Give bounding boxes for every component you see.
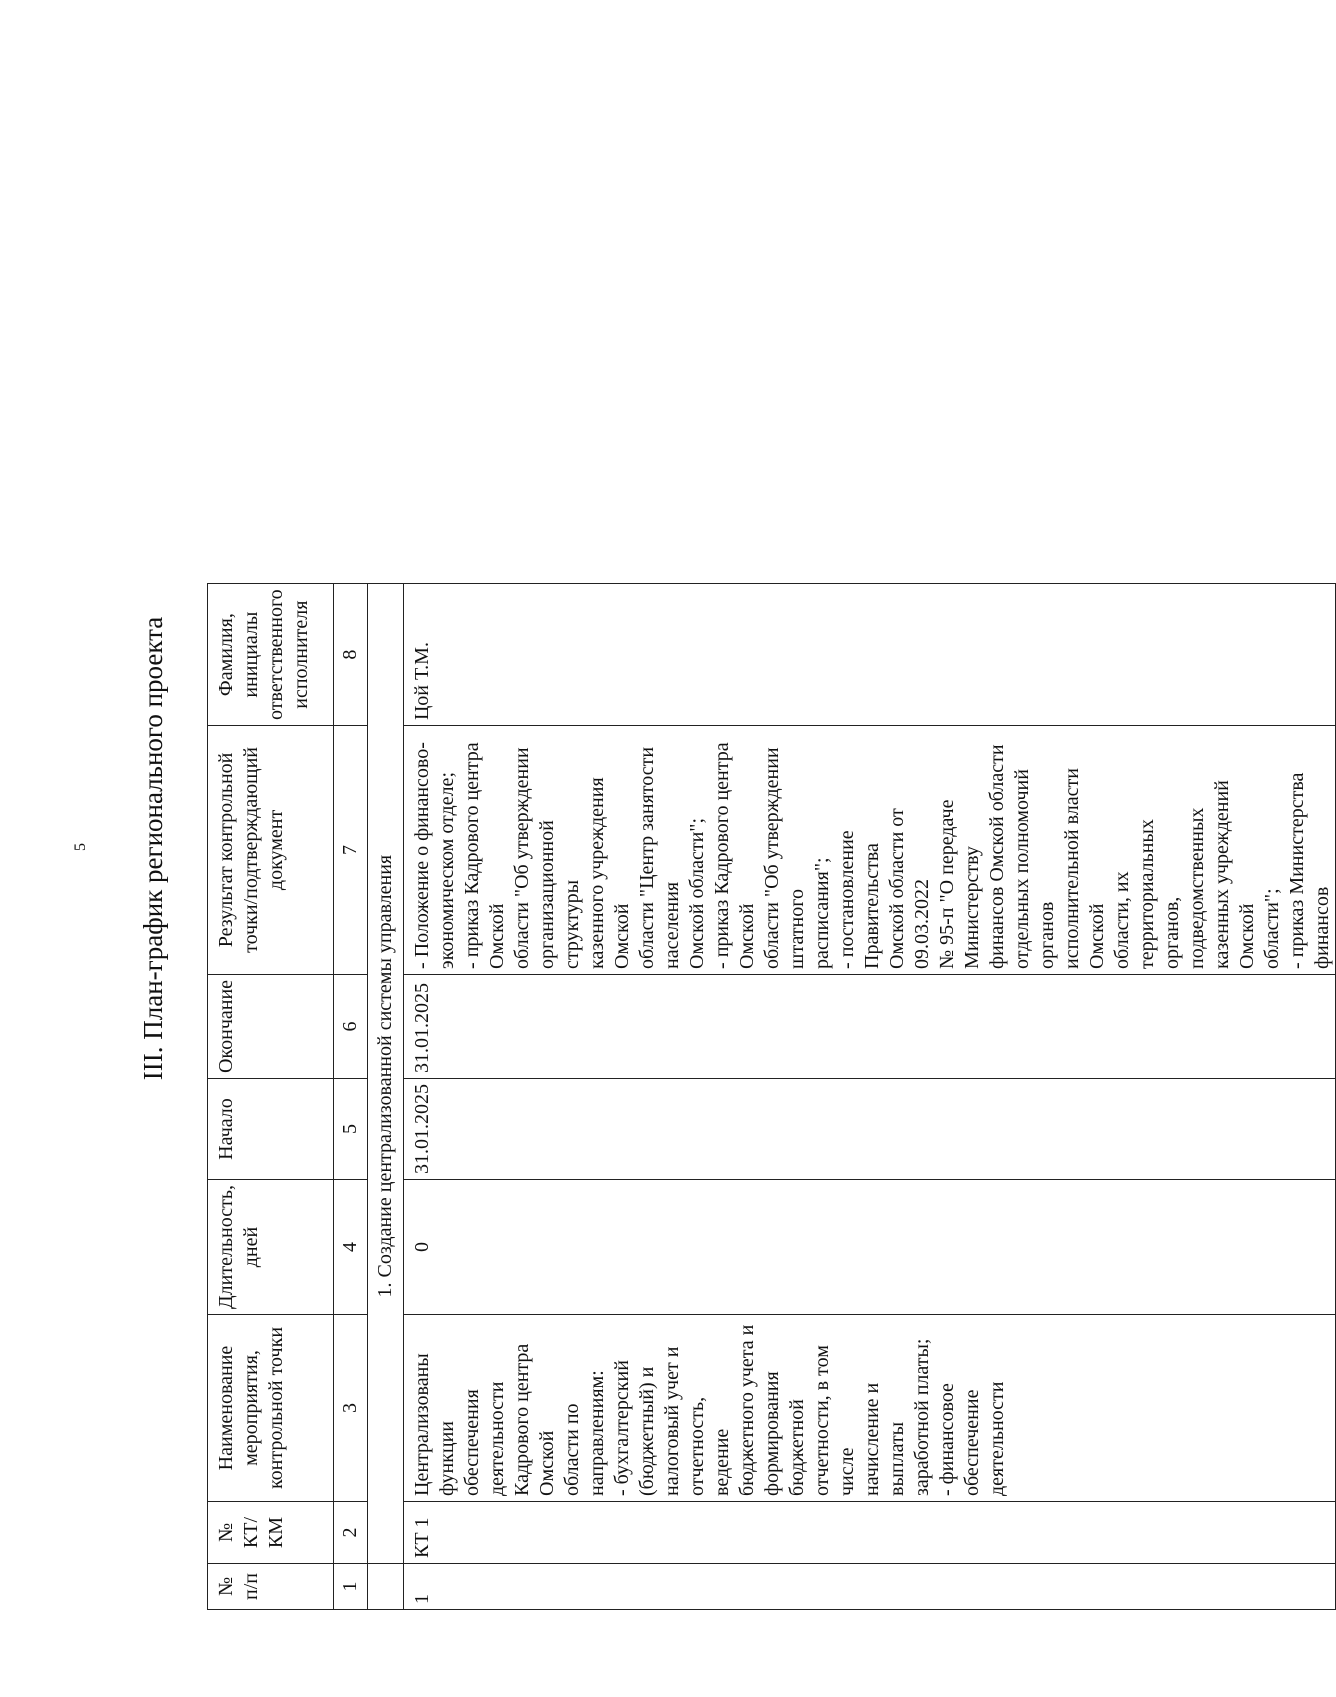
section-spacer: [368, 1564, 404, 1610]
column-number-row: [334, 584, 368, 1610]
header-col-5: Начало: [208, 1079, 334, 1180]
header-row: [208, 584, 334, 1610]
row-activity-name: Централизованы функции обеспечения деятельности Кадрового центра Омской области по направлениям: - бухгалтерский (бюджетный) и налоговый учет и отчетность, ведение бюджетного учета и формирования бюджетной отчетности, в том числе начисление и выплаты заработной платы; - финансовое обеспечение деятельности: [404, 1315, 1336, 1502]
header-col-7: Результат контрольной точки/подтверждающий документ: [208, 725, 334, 974]
row-end-date: 31.01.2025: [404, 974, 1336, 1078]
header-col-3: Наименование мероприятия, контрольной точки: [208, 1315, 334, 1502]
header-col-4: Длительность, дней: [208, 1180, 334, 1315]
plan-schedule-table: [207, 583, 1336, 1610]
row-responsible: Цой Т.М.: [404, 584, 1336, 726]
row-kt-code: КТ 1: [404, 1502, 1336, 1564]
column-number: 4: [334, 1180, 368, 1315]
section-row: [368, 584, 404, 1610]
row-result-document: - Положение о финансово- экономическом отделе; - приказ Кадрового центра Омской области "Об утверждении организационной структуры казенного учреждения Омской области "Центр занятости населения Омской области"; - приказ Кадрового центра Омской области "Об утверждении штатного расписания"; - постановление Правительства Омской области от 09.03.2022 № 95-п "О передаче Министерству финансов Омской области отдельных полномочий органов исполнительной власти Омской области, их территориальных органов, подведомственных казенных учреждений Омской области"; - приказ Министерства финансов: [404, 725, 1336, 974]
page-title: III. План-график регионального проекта: [138, 616, 168, 1081]
column-number: 5: [334, 1079, 368, 1180]
row-number: 1: [404, 1564, 1336, 1610]
column-number: 8: [334, 584, 368, 726]
row-start-date: 31.01.2025: [404, 1079, 1336, 1180]
column-number: 1: [334, 1564, 368, 1610]
page-number: 5: [72, 843, 89, 851]
header-col-1: № п/п: [208, 1564, 334, 1610]
header-col-2: № КТ/КМ: [208, 1502, 334, 1564]
column-number: 7: [334, 725, 368, 974]
section-title: 1. Создание централизованной системы управления: [368, 584, 404, 1564]
row-duration: 0: [404, 1180, 1336, 1315]
header-col-8: Фамилия, инициалы ответственного исполнителя: [208, 584, 334, 726]
column-number: 2: [334, 1502, 368, 1564]
header-col-6: Окончание: [208, 974, 334, 1078]
column-number: 6: [334, 974, 368, 1078]
column-number: 3: [334, 1315, 368, 1502]
table-row: [404, 584, 1336, 1610]
